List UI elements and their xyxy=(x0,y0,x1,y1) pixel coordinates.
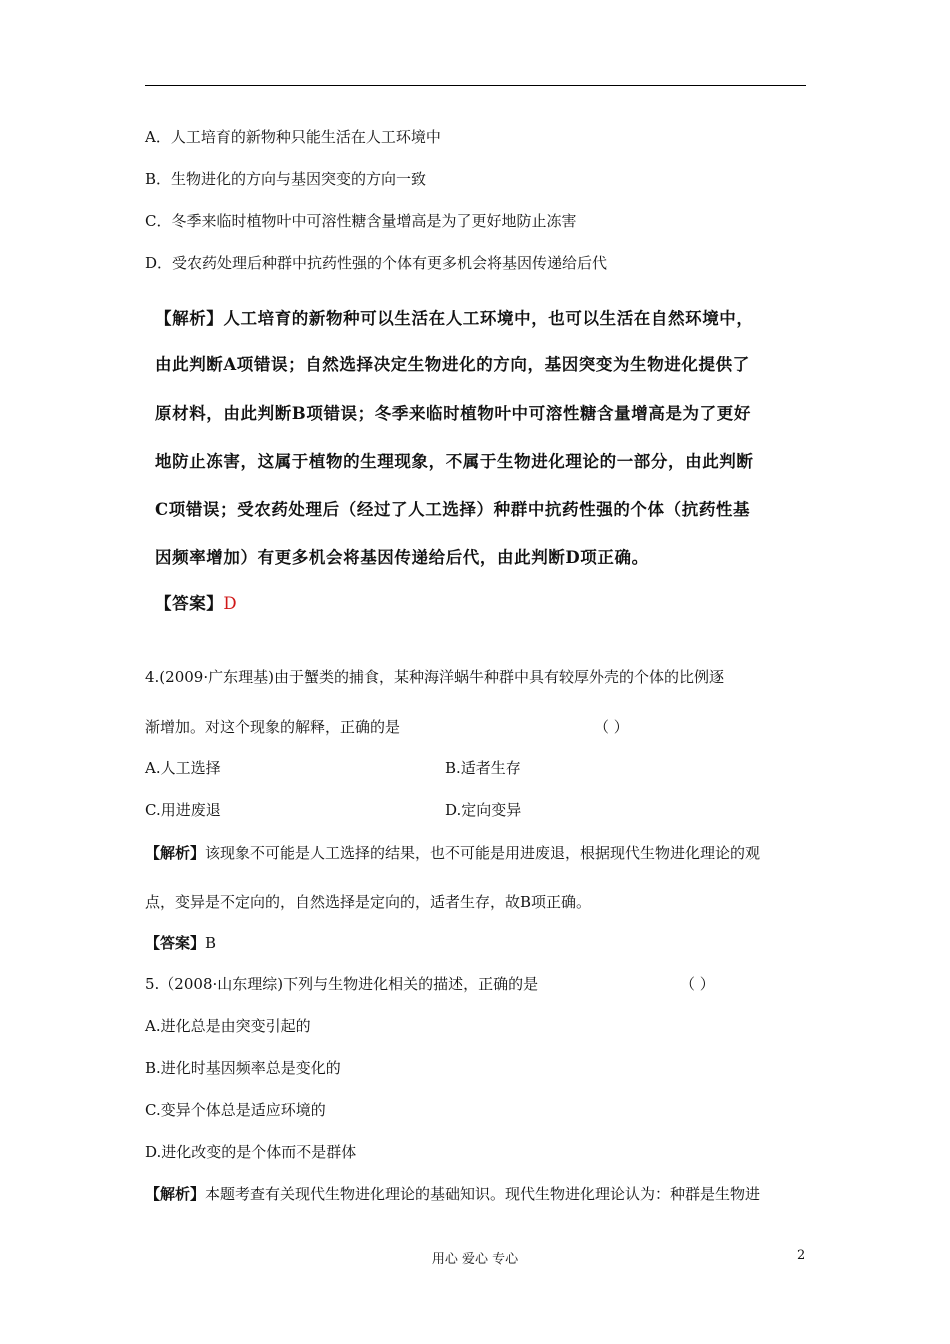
q4-option-b: B.适者生存 xyxy=(445,759,521,777)
q4-option-c: C.用进废退 xyxy=(145,801,221,819)
q3-option-d: D．受农药处理后种群中抗药性强的个体有更多机会将基因传递给后代 xyxy=(145,254,608,272)
q3-analysis-line-3: 原材料，由此判断B项错误；冬季来临时植物叶中可溶性糖含量增高是为了更好 xyxy=(155,404,751,423)
q3-option-a: A．人工培育的新物种只能生活在人工环境中 xyxy=(145,128,441,146)
q3-analysis-line-4: 地防止冻害，这属于植物的生理现象，不属于生物进化理论的一部分，由此判断 xyxy=(155,452,754,471)
q3-option-b: B．生物进化的方向与基因突变的方向一致 xyxy=(145,170,427,188)
q4-analysis-tag: 【解析】 xyxy=(145,844,206,862)
q3-answer-tag: 【答案】 xyxy=(155,594,224,613)
q5-analysis-line-1: 【解析】本题考查有关现代生物进化理论的基础知识。现代生物进化理论认为：种群是生物进 xyxy=(145,1185,761,1203)
page-number: 2 xyxy=(797,1248,806,1263)
q5-stem: 5.（2008·山东理综)下列与生物进化相关的描述，正确的是 xyxy=(145,975,539,993)
q4-answer-paren: （ ） xyxy=(594,718,629,736)
q3-answer xyxy=(155,592,237,616)
q3-analysis-line-1: 【解析】人工培育的新物种可以生活在人工环境中，也可以生活在自然环境中， xyxy=(155,309,754,328)
q5-option-c: C.变异个体总是适应环境的 xyxy=(145,1101,326,1119)
q4-stem-line-1: 4.(2009·广东理基)由于蟹类的捕食，某种海洋蜗牛种群中具有较厚外壳的个体的比例逐 xyxy=(145,668,724,686)
header-rule xyxy=(145,85,806,86)
q5-option-d: D.进化改变的是个体而不是群体 xyxy=(145,1143,357,1161)
q5-answer-paren: （ ） xyxy=(680,975,715,993)
q5-option-a: A.进化总是由突变引起的 xyxy=(145,1017,311,1035)
q4-answer-value: B xyxy=(205,934,217,952)
q5-option-b: B.进化时基因频率总是变化的 xyxy=(145,1059,341,1077)
q4-stem-line-2: 渐增加。对这个现象的解释，正确的是 xyxy=(145,718,401,736)
q3-analysis-line-6: 因频率增加）有更多机会将基因传递给后代，由此判断D项正确。 xyxy=(155,548,649,567)
q4-answer-tag: 【答案】 xyxy=(145,934,206,952)
q3-analysis-line-2: 由此判断A项错误；自然选择决定生物进化的方向，基因突变为生物进化提供了 xyxy=(155,355,750,374)
q3-analysis-line-5: C项错误；受农药处理后（经过了人工选择）种群中抗药性强的个体（抗药性基 xyxy=(155,500,751,519)
q3-answer-value: D xyxy=(223,594,238,613)
q4-analysis-line-2: 点，变异是不定向的，自然选择是定向的，适者生存，故B项正确。 xyxy=(145,893,592,911)
q3-option-c: C．冬季来临时植物叶中可溶性糖含量增高是为了更好地防止冻害 xyxy=(145,212,577,230)
q3-analysis-tag: 【解析】 xyxy=(155,309,224,328)
q4-option-a: A.人工选择 xyxy=(145,759,221,777)
q4-analysis-line-1: 【解析】该现象不可能是人工选择的结果，也不可能是用进废退，根据现代生物进化理论的观 xyxy=(145,844,761,862)
q4-option-d: D.定向变异 xyxy=(445,801,522,819)
q5-analysis-tag: 【解析】 xyxy=(145,1185,206,1203)
q4-answer xyxy=(145,933,216,953)
page-footer: 用心 爱心 专心 xyxy=(431,1252,519,1267)
